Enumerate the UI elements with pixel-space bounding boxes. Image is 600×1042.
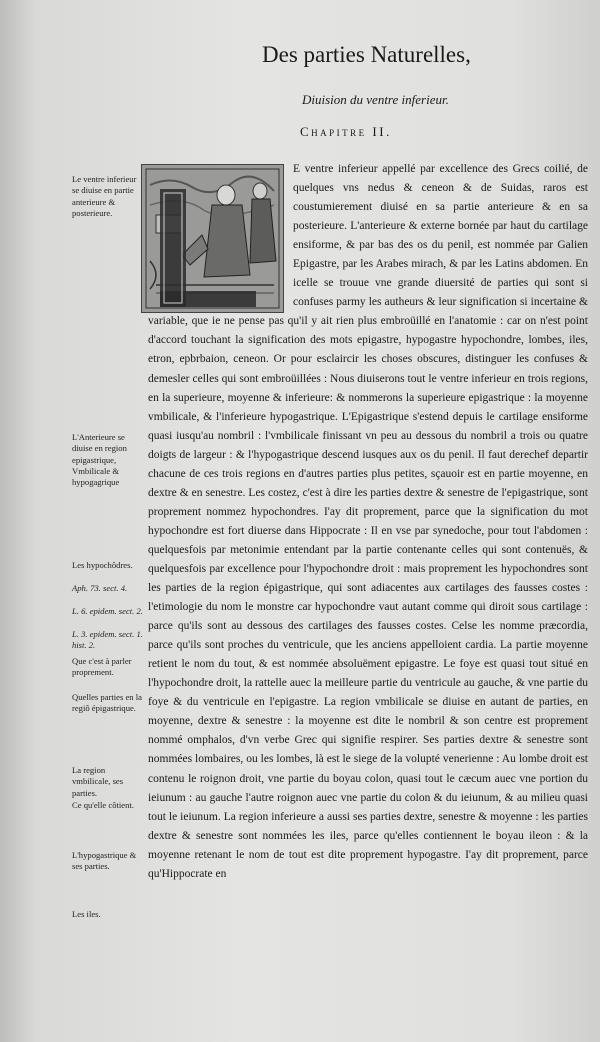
margin-note: Quelles parties en la regiô épigastrique.	[72, 692, 142, 714]
margin-note: L'hypogastrique & ses parties.	[72, 850, 137, 872]
section-subtitle: Diuision du ventre inferieur.	[302, 92, 449, 107]
margin-note: Ce qu'elle côtient.	[72, 800, 134, 810]
chapter-heading: Chapitre II.	[300, 124, 392, 139]
margin-note: L. 6. epidem. sect. 2.	[72, 606, 143, 616]
margin-note: La region vmbilicale, ses parties.	[72, 765, 124, 798]
margin-note: L'Anterieure se diuise en region epigastrique, Vmbilicale & hypogagrique	[72, 432, 127, 488]
chapter-body	[148, 160, 588, 884]
margin-note: Les hypochôdres.	[72, 560, 133, 570]
margin-note: Aph. 73. sect. 4.	[72, 583, 128, 593]
margin-note: Les iles.	[72, 909, 101, 919]
margin-note: Le ventre inferieur se diuise en partie anterieure & posterieure.	[72, 174, 137, 218]
body-paragraph: E ventre inferieur appellé par excellence des Grecs coilié, de quelques vns nedus & ceneon & de Suidas, raros est coustumierement diuisé en sa partie anterieure & en sa posterieure. L'anterieure & externe bornée par haut du cartilage ensiforme, & par bas des os du penil, est nommée par Galien Epigastre, par les Arabes mirach, & par les Latins abdomen. En icelle se trouue vne grande diuersité de parties qui sont si confuses parmy les autheurs & leur signification si incertaine & variable, que ie ne pense pas qu'il y ait rien plus embroüillé en l'anatomie : car on n'est point d'accord touchant la signification des mots epigastre, hypogastre hypochondre, lombes, iles, etron, epbrbaion, ceneon. Or pour esclaircir les choses obscures, distinguer les confuses & demesler celles qui sont embroüillées : Nous diuiserons tout le ventre inferieur en trois regions, en la superieure, moyenne & inferieure: & nommerons la superieure epigastrique : la moyenne vmbilicale, & l'inferieure hypogastrique. L'Epigastrique s'estend depuis le cartilage ensiforme quasi iusqu'au nombril : l'vmbilicale finissant vn peu au dessous du nombril a trois ou quatre doigts de largeur : & l'hypogastrique descend iusques aux os du penil. Il faut derechef departir chacune de ces trois regions en d'autres parties plus petites, sçauoir est en partie moyenne, en dextre & en senestre. Les costez, c'est à dire les parties dextre & senestre de l'epigastrique, sont proprement nommez hypochondres. I'ay dit proprement, parce que la signification du mot hypochondre est fort diuerse dans Hippocrate : Il en vse par synedoche, pour tout l'abdomen : quelquesfois par metonimie entendant par la partie contenante celles qui sont contenuës, & quelquesfois par excellence pour l'hypochondre droit : mais proprement les hypochondres sont les parties de la region épigastrique, qui sont adiacentes aux cartilages des fausses costes : l'etimologie du nom le monstre car hypochondre vaut autant comme qui diroit sous cartilage : parce qu'ils sont au dessous des cartilages des fausses costes. Celse les nomme præcordia, parce qu'ils sont proches du ventricule, que les anciens appelloient cardia. La partie moyenne retient le nom du tout, & est nommée absoluëment epigastre. Le foye est quasi tout situé en l'hypochondre droit, la rattelle auec la meilleure partie du ventricule au gauche, & vne partie du foye & du ventricule en l'epigastre. La region vmbilicale se diuise en autant de parties, en moyenne, dextre & senestre : la moyenne est dite le nombril & son centre est proprement nommé omphalos, d'vn verbe Grec qui signifie respirer. Ses parties dextre & senestre sont nommées lombaires, ou les lombes, là est le siege de la volupté venerienne : Au lombe droit est contenu le roignon droit, vne partie du boyau colon, quasi tout le cæcum auec vne portion du ieiunum : au gauche l'autre roignon auec vne partie du colon & du ieiunum, & au milieu quasi tout le ieiunum. La region inferieure a aussi ses parties dextre, senestre & moyenne : les parties dextre & senestre sont nommées les iles, parce qu'elles contiennent le boyau ileon : & la moyenne retenant le nom de tout est dite proprement hypogastre. I'ay dit proprement, parce qu'Hippocrate en	[148, 163, 588, 880]
margin-note: Que c'est à parler proprement.	[72, 656, 132, 678]
running-head: Des parties Naturelles,	[262, 42, 471, 67]
initial-spacer	[148, 160, 289, 312]
margin-note: L. 3. epidem. sect. 1. hist. 2.	[72, 629, 143, 651]
